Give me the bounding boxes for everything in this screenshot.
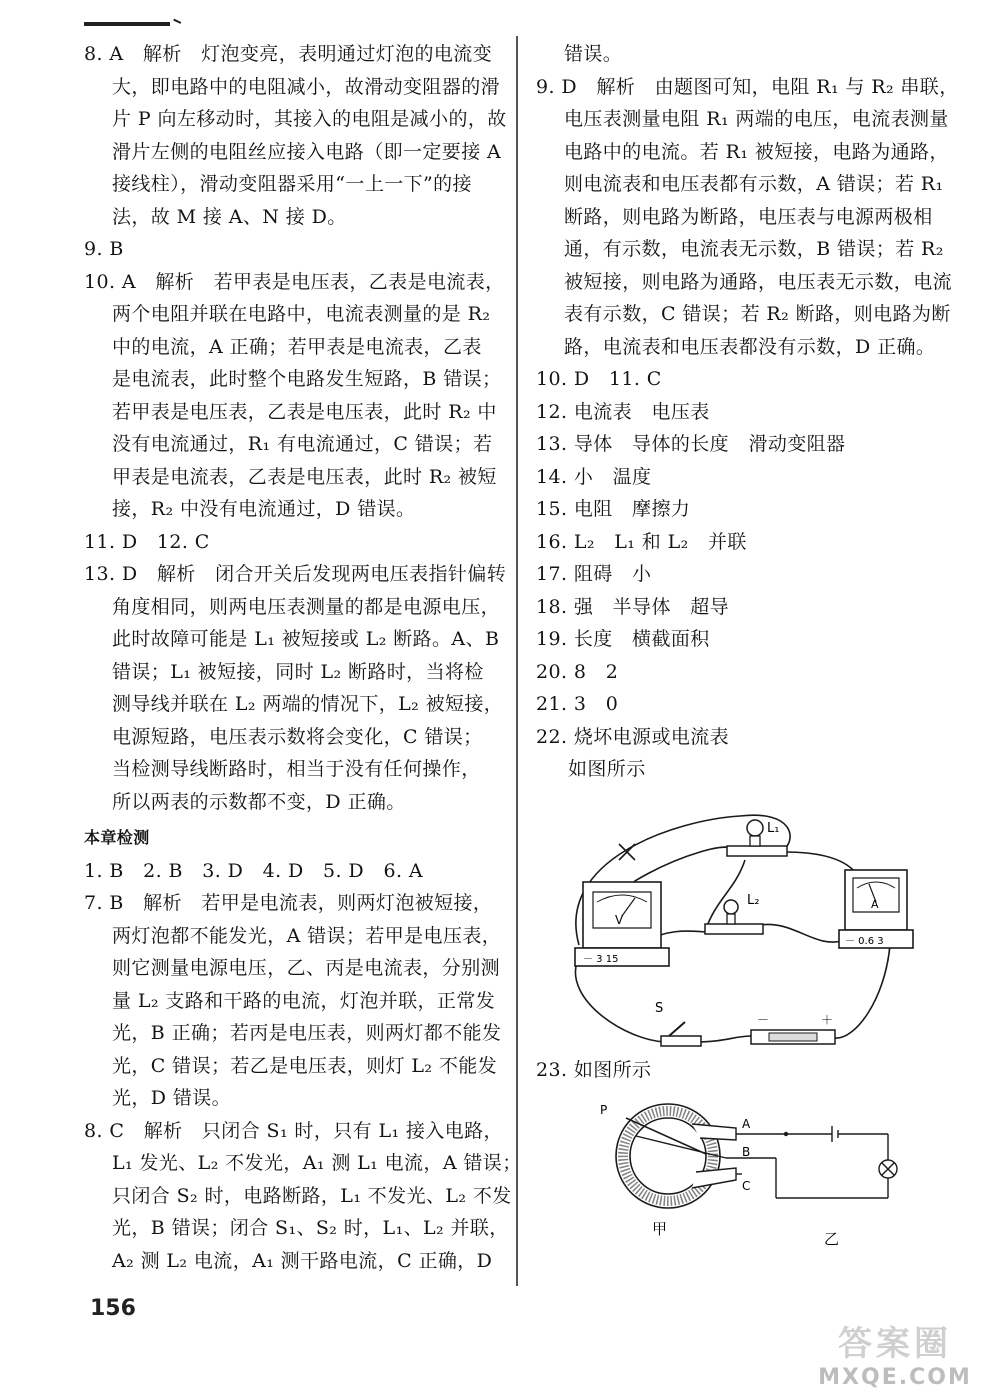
ammeter-terminals: － 0.6 3 xyxy=(845,936,884,947)
ammeter xyxy=(839,870,913,948)
circuit-figure-23 xyxy=(596,1098,916,1250)
wire xyxy=(705,860,745,932)
answer-line: 当检测导线断路时，相当于没有任何操作， xyxy=(112,758,481,780)
header-rule xyxy=(84,22,170,26)
answer-line: 角度相同，则两电压表测量的都是电源电压， xyxy=(112,595,501,618)
wire xyxy=(760,924,845,942)
answer-line: 18. 强 半导体 超导 xyxy=(536,595,730,618)
answer-line: 光，B 错误；闭合 S₁、S₂ 时，L₁、L₂ 并联， xyxy=(112,1217,509,1239)
figure-jia-label: 甲 xyxy=(652,1220,668,1238)
column-divider xyxy=(516,36,518,1286)
lamp2-label: L₂ xyxy=(747,893,760,908)
answer-line: 电源短路，电压表示数将会变化，C 错误； xyxy=(112,725,483,748)
answer-line: 光，D 错误。 xyxy=(112,1087,232,1109)
answer-line: 断路，则电路为断路，电压表与电源两极相 xyxy=(564,205,933,228)
watermark-bottom: MXQE.COM xyxy=(818,1365,972,1390)
answer-line: 12. 电流表 电压表 xyxy=(536,400,710,423)
answer-line: 通，有示数，电流表无示数，B 错误；若 R₂ xyxy=(564,238,944,260)
voltmeter-terminals: － 3 15 xyxy=(583,954,619,965)
wire xyxy=(695,1036,751,1042)
switch-label: S xyxy=(655,1001,664,1016)
right-column xyxy=(536,38,959,786)
header-rule-tick xyxy=(171,19,182,30)
answer-line: 9. D 解析 由题图可知，电阻 R₁ 与 R₂ 串联， xyxy=(536,75,959,98)
lamp1-label: L₁ xyxy=(767,821,780,836)
lamp-l1 xyxy=(727,820,787,856)
answer-line: 表有示数，C 错误；若 R₂ 断路，则电路为断 xyxy=(564,303,951,325)
answer-line: A₂ 测 L₂ 电流，A₁ 测干路电流，C 正确，D xyxy=(112,1249,493,1272)
answer-line: 10. A 解析 若甲表是电压表，乙表是电流表， xyxy=(84,270,505,293)
answer-line: 电路中的电流。若 R₁ 被短接，电路为通路， xyxy=(564,140,949,163)
answer-line: 只闭合 S₂ 时，电路断路，L₁ 不发光、L₂ 不发 xyxy=(112,1184,512,1207)
circuit-wires-23 xyxy=(726,1126,897,1198)
answer-line: L₁ 发光、L₂ 不发光，A₁ 测 L₁ 电流，A 错误； xyxy=(112,1152,522,1174)
answer-line: 16. L₂ L₁ 和 L₂ 并联 xyxy=(536,530,747,553)
slider-label-p: P xyxy=(600,1103,608,1117)
answer-line: 7. B 解析 若甲是电流表，则两灯泡被短接， xyxy=(84,892,493,914)
figure-yi-label: 乙 xyxy=(824,1230,840,1248)
answer-line: 光，C 错误；若乙是电压表，则灯 L₂ 不能发 xyxy=(112,1054,498,1077)
terminal-c-label: C xyxy=(742,1179,751,1193)
answer-line: 两灯泡都不能发光，A 错误；若甲是电压表， xyxy=(112,924,502,947)
answer-line: 17. 阻碍 小 xyxy=(536,563,652,585)
answer-line: 所以两表的示数都不变，D 正确。 xyxy=(112,790,406,813)
answer-line: 22. 烧坏电源或电流表 xyxy=(536,725,730,748)
switch xyxy=(655,1001,701,1046)
answer-line: 中的电流，A 正确；若甲表是电流表，乙表 xyxy=(112,335,482,358)
answer-line: 1. B 2. B 3. D 4. D 5. D 6. A xyxy=(84,859,423,882)
answer-line: 14. 小 温度 xyxy=(536,465,652,488)
answer-line: 接，R₂ 中没有电流通过，D 错误。 xyxy=(112,498,416,520)
answer-line: 则电流表和电压表都有示数，A 错误；若 R₁ xyxy=(564,173,944,195)
answer-line: 8. C 解析 只闭合 S₁ 时，只有 L₁ 接入电路， xyxy=(84,1119,503,1142)
answer-line: 15. 电阻 摩擦力 xyxy=(536,498,691,520)
answer-line: 滑片左侧的电阻丝应接入电路（即一定要接 A xyxy=(112,140,502,163)
ring-rheostat xyxy=(600,1103,736,1208)
answer-line: 测导线并联在 L₂ 两端的情况下，L₂ 被短接， xyxy=(112,693,504,715)
wire xyxy=(575,962,665,1042)
section-heading: 本章检测 xyxy=(84,828,150,847)
terminal-a-label: A xyxy=(742,1117,751,1131)
answer-line: 9. B xyxy=(84,238,124,260)
answer-line: 是电流表，此时整个电路发生短路，B 错误； xyxy=(112,368,502,390)
page-number: 156 xyxy=(90,1296,136,1321)
junction-dot xyxy=(784,1132,788,1136)
left-column xyxy=(84,38,522,1277)
answer-line: 21. 3 0 xyxy=(536,693,619,715)
answer-line: 路，电流表和电压表都没有示数，D 正确。 xyxy=(564,335,936,358)
q23-label: 23. 如图所示 xyxy=(536,1059,652,1081)
answer-line: 被短接，则电路为通路，电压表无示数，电流 xyxy=(564,270,953,293)
answer-line: 两个电阻并联在电路中，电流表测量的是 R₂ xyxy=(112,303,491,325)
answer-line: 法，故 M 接 A、N 接 D。 xyxy=(112,205,347,228)
answer-line: 10. D 11. C xyxy=(536,368,662,390)
answer-line: 量 L₂ 支路和干路的电流，灯泡并联，正常发 xyxy=(112,989,496,1012)
battery xyxy=(751,1013,835,1044)
battery-plus: ＋ xyxy=(821,1013,834,1027)
battery-minus: － xyxy=(757,1013,770,1027)
answer-line: 如图所示 xyxy=(568,758,646,780)
watermark-top: 答案圈 xyxy=(838,1324,952,1364)
answer-line: 则它测量电源电压，乙、丙是电流表，分别测 xyxy=(112,957,501,979)
answer-line: 19. 长度 横截面积 xyxy=(536,628,710,650)
answer-line: 8. A 解析 灯泡变亮，表明通过灯泡的电流变 xyxy=(84,43,493,65)
voltmeter-letter: V xyxy=(615,913,624,927)
watermark-logo xyxy=(810,1316,980,1390)
answer-line: 13. 导体 导体的长度 滑动变阻器 xyxy=(536,433,846,455)
wire xyxy=(835,945,890,1038)
answer-line: 11. D 12. C xyxy=(84,530,210,553)
circuit-figure-22 xyxy=(555,800,935,1060)
answer-line: 电压表测量电阻 R₁ 两端的电压，电流表测量 xyxy=(564,108,949,130)
answer-line: 错误。 xyxy=(564,43,623,65)
answer-line: 没有电流通过，R₁ 有电流通过，C 错误；若 xyxy=(112,433,493,455)
ammeter-letter: A xyxy=(871,898,879,911)
voltmeter xyxy=(575,882,669,966)
answer-line: 20. 8 2 xyxy=(536,660,619,683)
answer-line: 此时故障可能是 L₁ 被短接或 L₂ 断路。A、B xyxy=(112,628,500,650)
answer-line: 大，即电路中的电阻减小，故滑动变阻器的滑 xyxy=(112,75,501,98)
answer-line: 甲表是电流表，乙表是电压表，此时 R₂ 被短 xyxy=(112,465,497,488)
answer-line: 接线柱），滑动变阻器采用“一上一下”的接 xyxy=(112,173,472,195)
terminal-b-label: B xyxy=(742,1145,751,1159)
answer-line: 片 P 向左移动时，其接入的电阻是减小的，故 xyxy=(112,108,507,130)
answer-line: 错误；L₁ 被短接，同时 L₂ 断路时，当将检 xyxy=(112,660,484,683)
answer-line: 13. D 解析 闭合开关后发现两电压表指针偏转 xyxy=(84,563,507,585)
answer-line: 光，B 正确；若丙是电压表，则两灯都不能发 xyxy=(112,1022,502,1044)
answer-line: 若甲表是电压表，乙表是电压表，此时 R₂ 中 xyxy=(112,400,497,423)
